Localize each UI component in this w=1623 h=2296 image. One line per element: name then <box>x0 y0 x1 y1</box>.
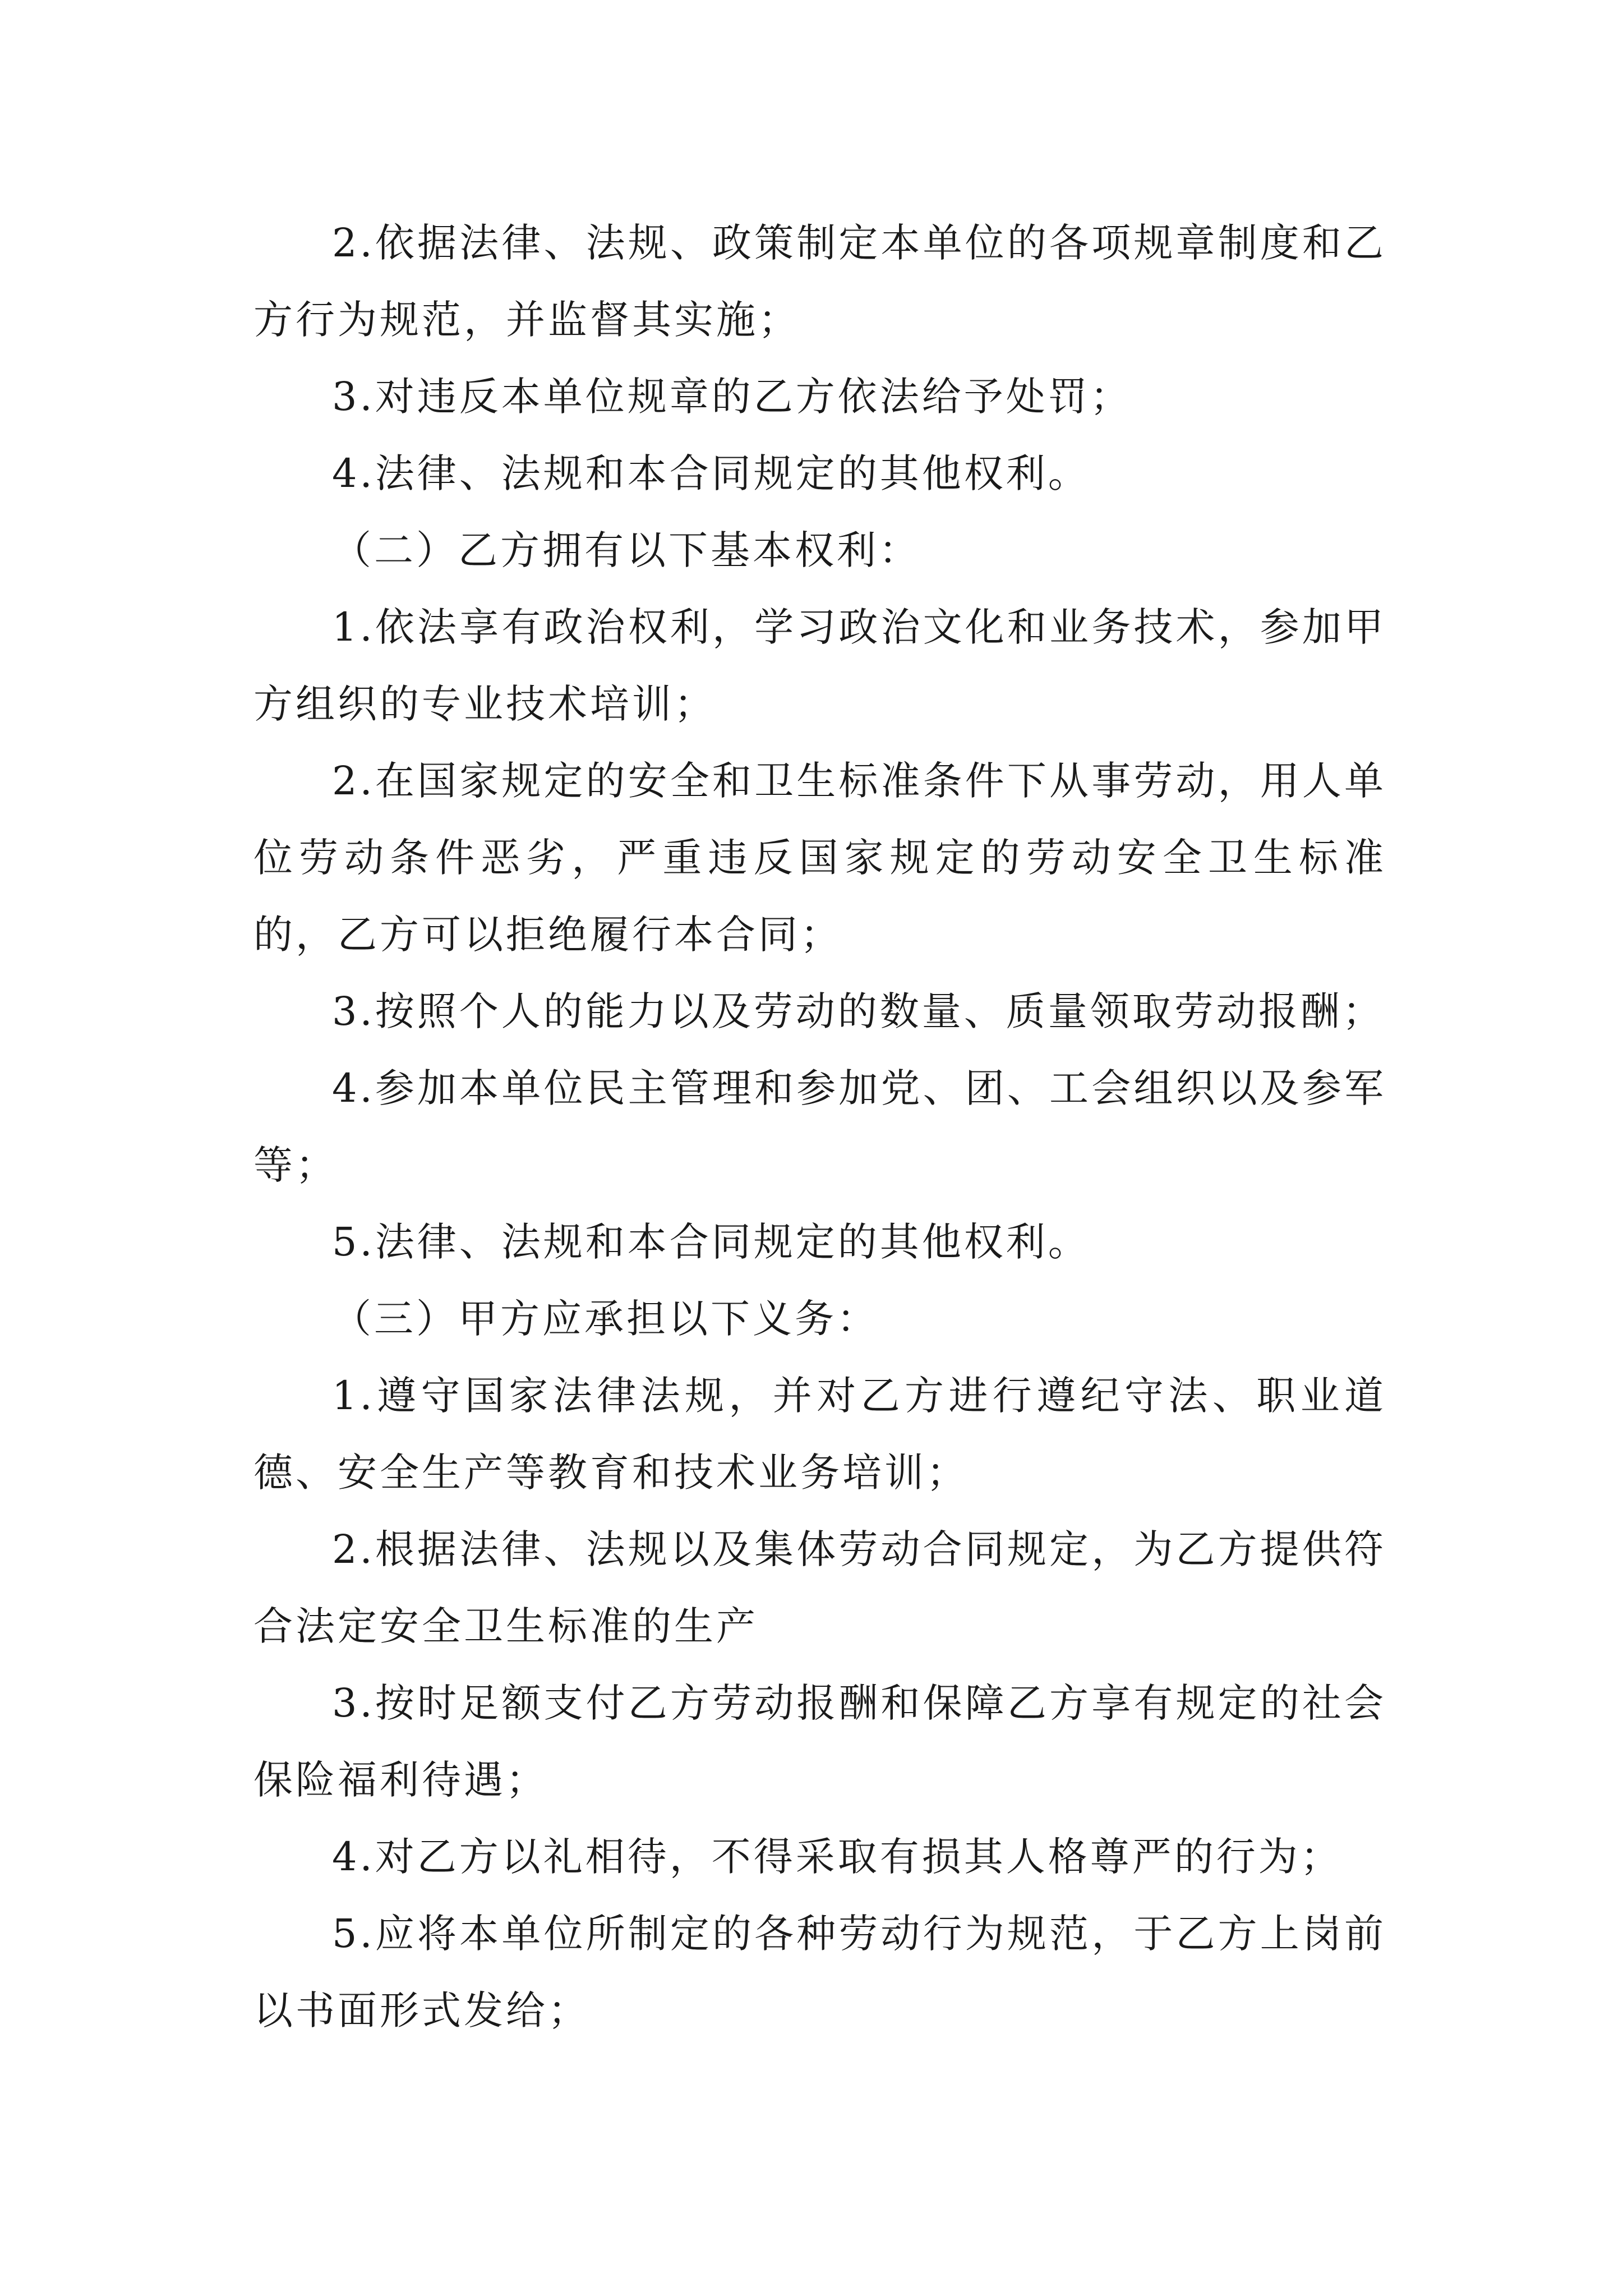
clause-employer-penalty: 3.对违反本单位规章的乙方依法给予处罚； <box>332 374 1132 420</box>
clause-employer-rules: 2.依据法律、法规、政策制定本单位的各项规章制度和乙方行为规范，并监督其实施； <box>253 220 1386 343</box>
clause-employer-written-rules: 5.应将本单位所制定的各种劳动行为规范，于乙方上岗前以书面形式发给； <box>253 1911 1386 2033</box>
clause-employee-political-rights: 1.依法享有政治权利，学习政治文化和业务技术，参加甲方组织的专业技术培训； <box>253 604 1386 727</box>
clause-employer-respect: 4.对乙方以礼相待，不得采取有损其人格尊严的行为； <box>332 1834 1343 1880</box>
clause-employee-participation: 4.参加本单位民主管理和参加党、团、工会组织以及参军等； <box>253 1065 1386 1188</box>
clause-employer-payment: 3.按时足额支付乙方劳动报酬和保障乙方享有规定的社会保险福利待遇； <box>253 1680 1386 1803</box>
clause-employer-safe-conditions: 2.根据法律、法规以及集体劳动合同规定，为乙方提供符合法定安全卫生标准的生产 <box>253 1526 1386 1649</box>
document-page <box>253 205 1386 2049</box>
section-heading-employee-rights: （二）乙方拥有以下基本权利： <box>332 527 921 573</box>
section-heading-employer-obligations: （三）甲方应承担以下义务： <box>332 1296 879 1342</box>
clause-employer-other-rights: 4.法律、法规和本合同规定的其他权利。 <box>332 450 1090 496</box>
clause-employer-training: 1.遵守国家法律法规，并对乙方进行遵纪守法、职业道德、安全生产等教育和技术业务培训； <box>253 1373 1386 1496</box>
clause-employee-other-rights: 5.法律、法规和本合同规定的其他权利。 <box>332 1219 1090 1265</box>
clause-employee-safety: 2.在国家规定的安全和卫生标准条件下从事劳动，用人单位劳动条件恶劣，严重违反国家规定的劳动安全卫生标准的，乙方可以拒绝履行本合同； <box>253 758 1386 958</box>
clause-employee-remuneration: 3.按照个人的能力以及劳动的数量、质量领取劳动报酬； <box>332 988 1385 1034</box>
